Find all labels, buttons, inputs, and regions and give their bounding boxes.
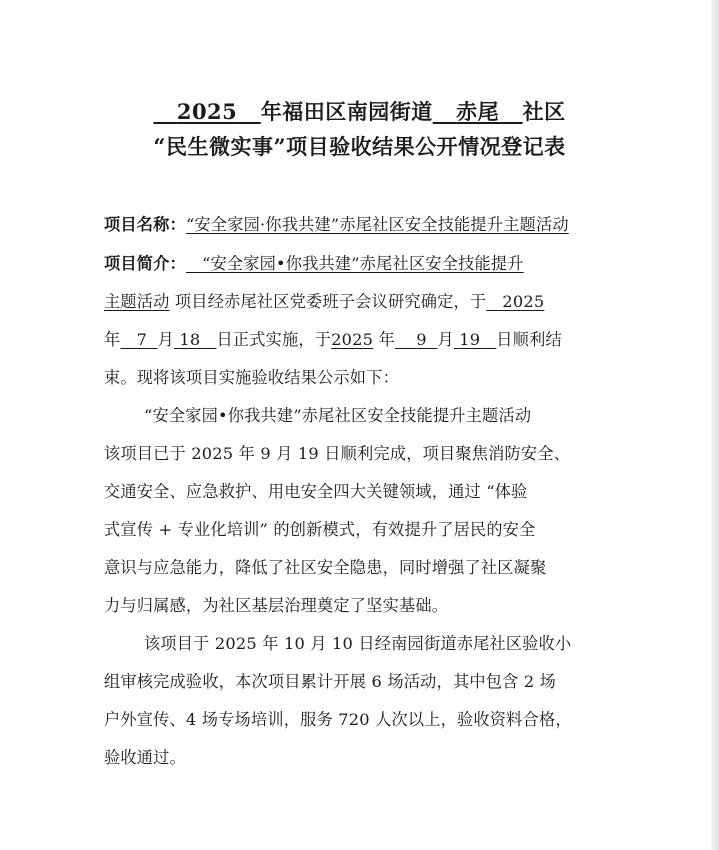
paragraph2-line-2: 组审核完成验收，本次项目累计开展 6 场活动，其中包含 2 场 xyxy=(104,672,557,691)
paragraph1-line-5: 意识与应急能力，降低了社区安全隐患，同时增强了社区凝聚 xyxy=(104,558,547,577)
paragraph1-line-2: 该项目已于 2025 年 9 月 19 日顺利完成，项目聚焦消防安全、 xyxy=(104,444,571,463)
title-year-blank xyxy=(153,99,260,124)
end-text: 日顺利结 xyxy=(496,330,562,349)
month-char-2: 月 xyxy=(437,330,454,349)
form-title-line-1 xyxy=(0,96,719,126)
year-char-1: 年 xyxy=(104,330,121,349)
paragraph2-line-3: 户外宣传、4 场专场培训，服务 720 人次以上，验收资料合格， xyxy=(104,710,572,729)
end-month-blank xyxy=(395,330,438,349)
form-title-line-2: “民生微实事”项目验收结果公开情况登记表 xyxy=(153,134,566,159)
month-char-1: 月 xyxy=(157,330,175,349)
project-intro-row-2 xyxy=(104,288,614,312)
end-year-blank xyxy=(331,330,373,349)
page-edge-shadow xyxy=(711,0,719,850)
paragraph2-line-1: 该项目于 2025 年 10 月 10 日经南园街道赤尾社区验收小 xyxy=(144,634,572,653)
project-name-value: “安全家园·你我共建”赤尾社区安全技能提升主题活动 xyxy=(185,215,569,234)
end-month: 9 xyxy=(416,330,427,349)
project-intro-row-4: 束。现将该项目实施验收结果公示如下： xyxy=(104,368,399,387)
project-intro-text-2: 项目经赤尾社区党委班子会议研究确定，于 xyxy=(174,292,487,311)
title-community-suffix: 社区 xyxy=(522,99,566,124)
project-intro-text-1: “安全家园•你我共建”赤尾社区安全技能提升 xyxy=(201,254,524,273)
project-intro-row-1 xyxy=(104,250,614,274)
end-day-blank xyxy=(454,330,496,349)
paragraph1-line-4: 式宣传 + 专业化培训” 的创新模式，有效提升了居民的安全 xyxy=(104,520,536,539)
end-year: 2025 xyxy=(331,330,374,349)
paragraph1-line-1: “安全家园•你我共建”赤尾社区安全技能提升主题活动 xyxy=(144,406,532,425)
title-community: 赤尾 xyxy=(456,99,500,124)
start-day-blank xyxy=(174,330,216,349)
project-intro-label: 项目简介： xyxy=(104,254,186,273)
title-district-street: 年福田区南园街道 xyxy=(260,99,433,124)
start-month-blank xyxy=(120,330,157,349)
start-day: 18 xyxy=(179,330,201,349)
end-day: 19 xyxy=(459,330,481,349)
start-year: 2025 xyxy=(502,292,545,311)
project-intro-row-3 xyxy=(104,326,614,350)
paragraph2-line-4: 验收通过。 xyxy=(104,748,186,767)
project-name-label: 项目名称： xyxy=(104,215,186,234)
paragraph1-line-6: 力与归属感，为社区基层治理奠定了坚实基础。 xyxy=(104,596,449,615)
title-year: 2025 xyxy=(176,99,238,124)
project-name-row xyxy=(104,211,614,235)
year-char-2: 年 xyxy=(378,330,395,349)
paragraph1-line-3: 交通安全、应急救护、用电安全四大关键领域，通过 “体验 xyxy=(104,482,528,501)
start-text: 日正式实施，于 xyxy=(216,330,332,349)
title-community-blank xyxy=(433,99,523,124)
project-intro-value-1 xyxy=(186,254,524,273)
start-year-blank xyxy=(486,292,544,311)
project-intro-value-2: 主题活动 xyxy=(104,292,170,311)
start-month: 7 xyxy=(136,330,147,349)
